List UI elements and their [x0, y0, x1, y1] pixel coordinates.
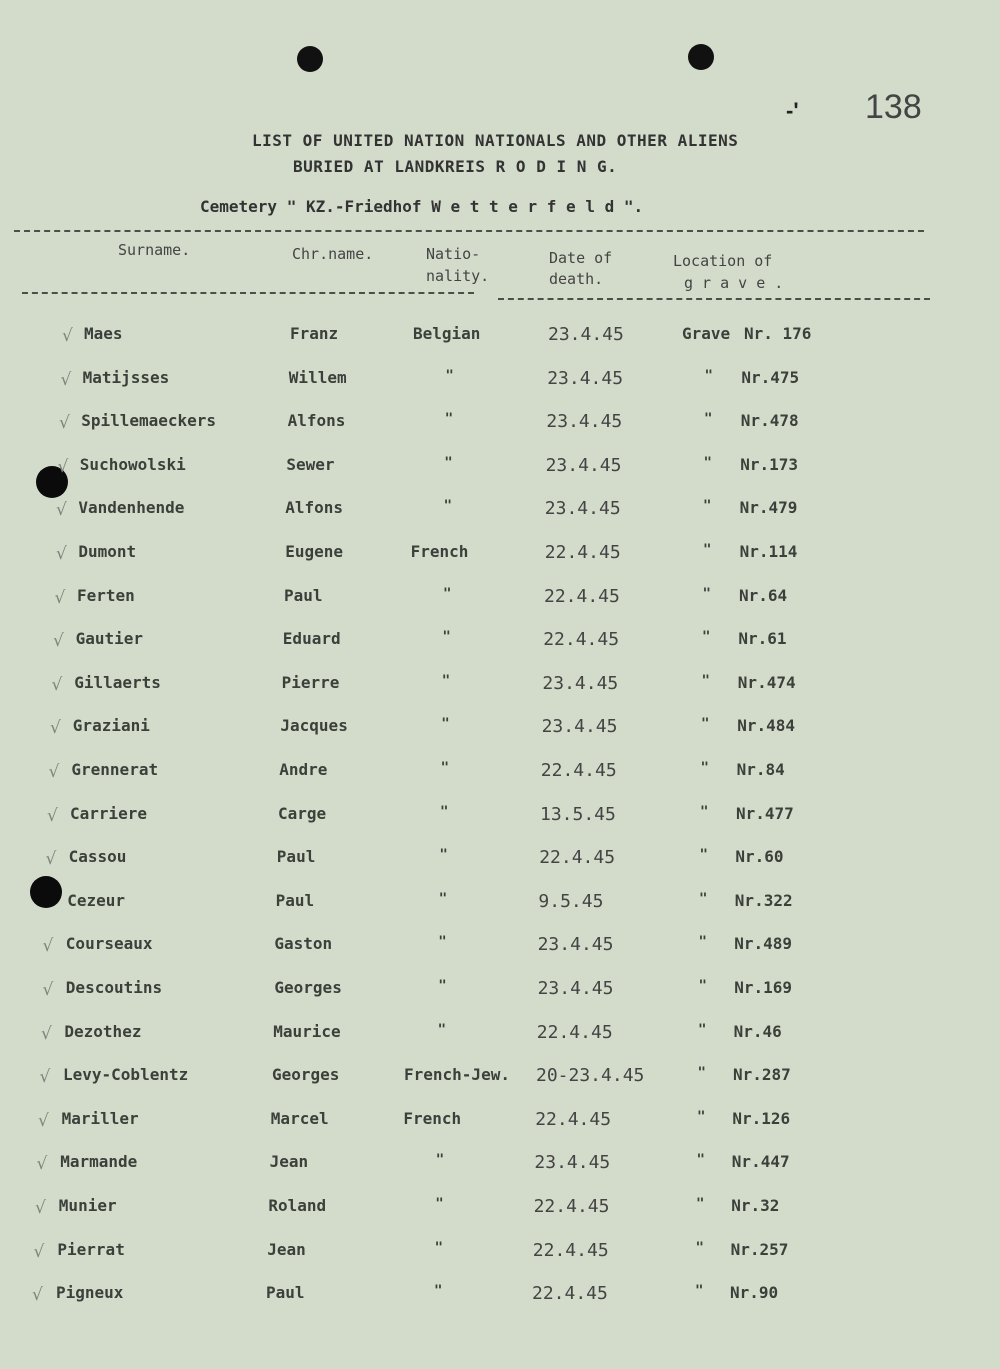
date-of-death-cell: 22.4.45 [540, 760, 617, 781]
grave-prefix-cell: " [699, 847, 708, 863]
table-row [0, 411, 1000, 451]
punch-hole-left [297, 46, 323, 72]
check-mark: √ [35, 1198, 46, 1218]
grave-prefix-cell: " [700, 804, 709, 820]
grave-number-cell: Nr.287 [733, 1065, 791, 1084]
table-row [0, 1109, 1000, 1149]
christian-name-cell: Pierre [281, 673, 340, 692]
nationality-cell: " [441, 673, 451, 689]
grave-number-cell: Nr.84 [736, 760, 785, 779]
grave-prefix-cell: " [698, 934, 707, 950]
check-mark: √ [59, 413, 70, 433]
table-row [0, 673, 1000, 713]
column-header-surname: Surname. [118, 241, 191, 259]
christian-name-cell: Alfons [285, 498, 343, 517]
surname-cell: Graziani [72, 716, 150, 735]
surname-cell: Courseaux [65, 934, 153, 953]
grave-number-cell: Nr.173 [740, 455, 798, 474]
grave-prefix-cell: " [700, 760, 709, 776]
nationality-cell: " [443, 498, 453, 514]
check-mark: √ [60, 370, 72, 390]
grave-prefix-cell: " [695, 1283, 704, 1299]
christian-name-cell: Alfons [287, 411, 346, 430]
surname-cell: Dezothez [64, 1022, 142, 1041]
date-of-death-cell: 13.5.45 [540, 804, 616, 825]
date-of-death-cell: 23.4.45 [537, 934, 614, 955]
grave-number-cell: Nr.474 [737, 673, 796, 692]
grave-number-cell: Nr.64 [739, 586, 788, 605]
check-mark: √ [56, 544, 67, 564]
christian-name-cell: Jean [267, 1240, 306, 1259]
check-mark: √ [41, 1024, 52, 1044]
grave-prefix-cell: " [697, 1065, 706, 1081]
christian-name-cell: Carge [278, 804, 327, 823]
grave-prefix-cell: " [701, 716, 710, 732]
christian-name-cell: Paul [284, 586, 323, 605]
table-row [0, 934, 1000, 974]
check-mark: √ [56, 500, 67, 520]
nationality-cell: " [441, 716, 450, 732]
christian-name-cell: Georges [272, 1065, 340, 1084]
table-row [0, 891, 1000, 931]
punch-hole-right [688, 44, 714, 70]
surname-cell: Gillaerts [74, 673, 161, 692]
table-row [0, 1152, 1000, 1192]
christian-name-cell: Willem [288, 368, 347, 387]
grave-number-cell: Nr.322 [734, 891, 793, 910]
table-row [0, 629, 1000, 669]
christian-name-cell: Jacques [280, 716, 348, 735]
date-of-death-cell: 22.4.45 [543, 629, 620, 650]
table-row [0, 368, 1000, 408]
date-of-death-cell: 22.4.45 [544, 542, 621, 563]
surname-cell: Maes [84, 324, 123, 343]
christian-name-cell: Gaston [274, 934, 333, 953]
date-of-death-cell: 23.4.45 [542, 673, 619, 694]
check-mark: √ [38, 1111, 49, 1131]
date-of-death-cell: 9.5.45 [538, 891, 604, 912]
surname-cell: Ferten [77, 586, 135, 605]
check-mark: √ [57, 457, 69, 477]
title-line-1: LIST OF UNITED NATION NATIONALS AND OTHER ALIENS [252, 131, 739, 150]
date-of-death-cell: 23.4.45 [546, 411, 623, 432]
check-mark: √ [42, 936, 54, 956]
surname-cell: Matijsses [82, 368, 170, 387]
date-of-death-cell: 22.4.45 [539, 847, 616, 868]
check-mark: √ [33, 1242, 45, 1262]
check-mark: √ [42, 980, 54, 1000]
nationality-cell: French [403, 1109, 462, 1128]
table-row [0, 586, 1000, 626]
nationality-cell: " [445, 368, 454, 384]
column-header-date-1: Date of [549, 249, 613, 267]
grave-prefix-cell: " [704, 368, 713, 384]
christian-name-cell: Eduard [282, 629, 341, 648]
grave-prefix-cell: Grave [682, 324, 731, 343]
christian-name-cell: Georges [274, 978, 342, 997]
check-mark: √ [47, 806, 58, 826]
grave-prefix-cell: " [698, 1022, 707, 1038]
cemetery-heading: Cemetery " KZ.-Friedhof W e t t e r f e l d ". [200, 197, 644, 216]
surname-cell: Levy-Coblentz [63, 1065, 189, 1084]
column-header-nationality-1: Natio- [426, 245, 481, 263]
surname-cell: Mariller [61, 1109, 139, 1128]
surname-cell: Gautier [75, 629, 144, 648]
grave-number-cell: Nr.447 [731, 1152, 790, 1171]
table-row [0, 804, 1000, 844]
surname-cell: Munier [58, 1196, 117, 1215]
table-row [0, 542, 1000, 582]
surname-cell: Descoutins [65, 978, 163, 997]
grave-number-cell: Nr.169 [734, 978, 792, 997]
surname-cell: Pigneux [56, 1283, 124, 1302]
nationality-cell: " [438, 978, 447, 994]
column-header-location-2: g r a v e . [684, 274, 784, 292]
table-row [0, 1196, 1000, 1236]
grave-number-cell: Nr.479 [739, 498, 798, 517]
table-row [0, 1065, 1000, 1105]
check-mark: √ [51, 675, 63, 695]
date-of-death-cell: 23.4.45 [545, 455, 622, 476]
table-row [0, 1022, 1000, 1062]
grave-number-cell: Nr.489 [734, 934, 792, 953]
date-of-death-cell: 22.4.45 [535, 1109, 612, 1130]
nationality-cell: " [437, 1022, 447, 1038]
page-number: 138 [865, 88, 922, 126]
nationality-cell: " [435, 1152, 445, 1168]
nationality-cell: " [444, 411, 454, 427]
grave-prefix-cell: " [697, 1109, 706, 1125]
nationality-cell: " [440, 804, 449, 820]
grave-number-cell: Nr.114 [739, 542, 798, 561]
nationality-cell: French-Jew. [404, 1065, 510, 1084]
table-row [0, 1240, 1000, 1280]
grave-number-cell: Nr.60 [735, 847, 784, 866]
grave-number-cell: Nr.477 [736, 804, 794, 823]
check-mark: √ [54, 588, 66, 608]
header-rule-left [22, 292, 474, 294]
grave-prefix-cell: " [702, 629, 711, 645]
grave-prefix-cell: " [704, 411, 713, 427]
date-of-death-cell: 23.4.45 [548, 324, 624, 345]
date-of-death-cell: 20-23.4.45 [536, 1065, 645, 1086]
surname-cell: Pierrat [57, 1240, 125, 1259]
check-mark: √ [48, 762, 60, 782]
christian-name-cell: Roland [268, 1196, 327, 1215]
check-mark: √ [32, 1285, 43, 1305]
grave-prefix-cell: " [699, 891, 708, 907]
check-mark: √ [62, 326, 73, 346]
table-row [0, 324, 1000, 364]
christian-name-cell: Paul [266, 1283, 305, 1302]
nationality-cell: Belgian [413, 324, 481, 343]
grave-prefix-cell: " [698, 978, 707, 994]
nationality-cell: " [438, 934, 447, 950]
nationality-cell: " [439, 847, 448, 863]
christian-name-cell: Maurice [273, 1022, 341, 1041]
christian-name-cell: Sewer [286, 455, 335, 474]
surname-cell: Cassou [68, 847, 127, 866]
grave-number-cell: Nr.257 [730, 1240, 789, 1259]
grave-number-cell: Nr.90 [730, 1283, 779, 1302]
check-mark: √ [39, 1067, 51, 1087]
grave-prefix-cell: " [703, 455, 712, 471]
date-of-death-cell: 22.4.45 [532, 1283, 608, 1304]
table-row [0, 716, 1000, 756]
title-line-2: BURIED AT LANDKREIS R O D I N G. [293, 157, 618, 176]
nationality-cell: French [410, 542, 469, 561]
grave-number-cell: Nr.61 [738, 629, 787, 648]
christian-name-cell: Eugene [285, 542, 343, 561]
grave-number-cell: Nr.484 [737, 716, 795, 735]
pencil-mark: -' [786, 98, 799, 123]
column-header-nationality-2: nality. [426, 267, 490, 285]
christian-name-cell: Paul [275, 891, 315, 910]
date-of-death-cell: 23.4.45 [547, 368, 624, 389]
surname-cell: Carriere [70, 804, 148, 823]
nationality-cell: " [435, 1196, 444, 1212]
table-row [0, 847, 1000, 887]
check-mark: √ [50, 718, 61, 738]
surname-cell: Grennerat [71, 760, 159, 779]
grave-number-cell: Nr.475 [741, 368, 800, 387]
table-row [0, 760, 1000, 800]
table-row [0, 498, 1000, 538]
date-of-death-cell: 23.4.45 [534, 1152, 611, 1173]
column-header-chr-name: Chr.name. [292, 245, 374, 263]
christian-name-cell: Paul [276, 847, 316, 866]
nationality-cell: " [443, 586, 452, 602]
top-rule [14, 230, 924, 232]
grave-prefix-cell: " [703, 542, 712, 558]
christian-name-cell: Marcel [270, 1109, 329, 1128]
grave-number-cell: Nr.32 [731, 1196, 780, 1215]
christian-name-cell: Andre [279, 760, 328, 779]
date-of-death-cell: 22.4.45 [536, 1022, 613, 1043]
grave-number-cell: Nr.478 [740, 411, 799, 430]
date-of-death-cell: 22.4.45 [544, 586, 620, 607]
table-row [0, 978, 1000, 1018]
table-row [0, 1283, 1000, 1323]
nationality-cell: " [440, 760, 450, 776]
grave-number-cell: Nr.126 [732, 1109, 791, 1128]
grave-prefix-cell: " [695, 1240, 704, 1256]
surname-cell: Cezeur [67, 891, 125, 910]
nationality-cell: " [442, 629, 451, 645]
column-header-location-1: Location of [673, 252, 773, 270]
check-mark: √ [36, 1154, 48, 1174]
grave-prefix-cell: " [703, 498, 712, 514]
surname-cell: Spillemaeckers [81, 411, 217, 430]
date-of-death-cell: 23.4.45 [537, 978, 614, 999]
table-row [0, 455, 1000, 495]
nationality-cell: " [434, 1283, 443, 1299]
surname-cell: Vandenhende [78, 498, 185, 517]
grave-prefix-cell: " [702, 586, 711, 602]
surname-cell: Suchowolski [79, 455, 186, 474]
grave-prefix-cell: " [701, 673, 710, 689]
check-mark: √ [45, 849, 57, 869]
grave-prefix-cell: " [696, 1152, 705, 1168]
date-of-death-cell: 22.4.45 [533, 1196, 610, 1217]
surname-cell: Marmande [60, 1152, 138, 1171]
nationality-cell: " [438, 891, 448, 907]
grave-number-cell: Nr. 176 [744, 324, 812, 343]
grave-number-cell: Nr.46 [733, 1022, 782, 1041]
christian-name-cell: Franz [290, 324, 339, 343]
date-of-death-cell: 23.4.45 [541, 716, 618, 737]
header-rule-right [498, 298, 930, 300]
christian-name-cell: Jean [269, 1152, 309, 1171]
column-header-date-2: death. [549, 270, 604, 288]
nationality-cell: " [434, 1240, 444, 1256]
grave-prefix-cell: " [696, 1196, 705, 1212]
date-of-death-cell: 22.4.45 [532, 1240, 609, 1261]
surname-cell: Dumont [78, 542, 137, 561]
date-of-death-cell: 23.4.45 [544, 498, 621, 519]
check-mark: √ [53, 631, 64, 651]
nationality-cell: " [444, 455, 453, 471]
